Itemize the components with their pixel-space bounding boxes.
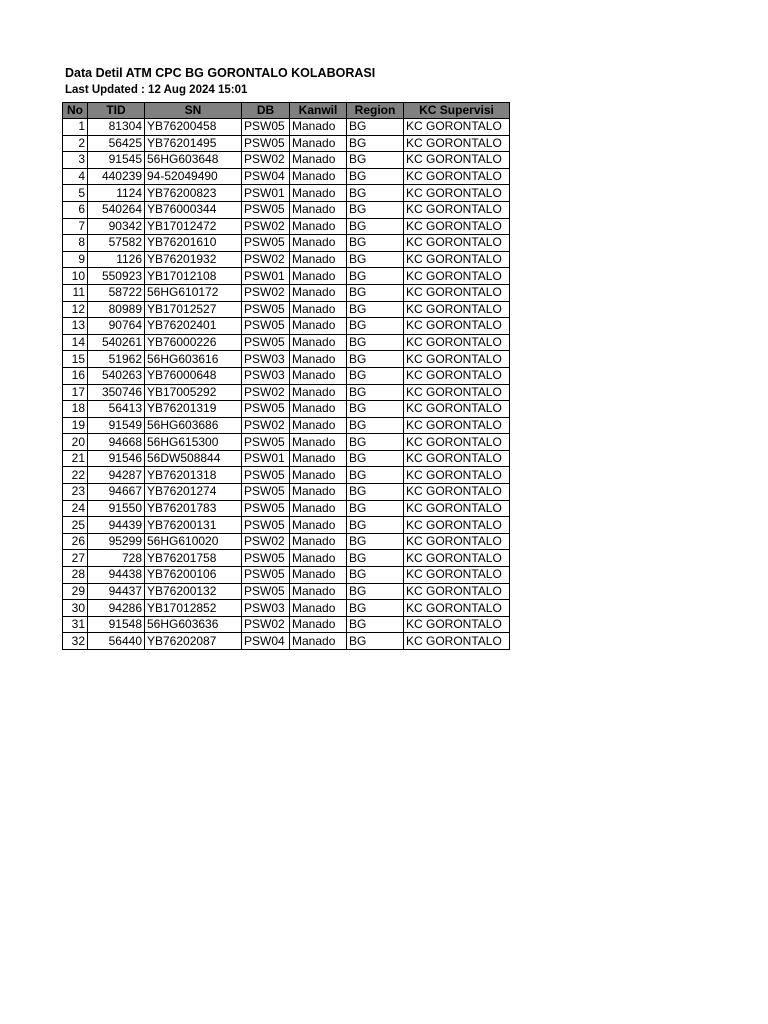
cell-kc-supervisi: KC GORONTALO [404, 467, 510, 484]
col-header-kc-supervisi: KC Supervisi [404, 103, 510, 119]
cell-no: 10 [63, 268, 88, 285]
table-row [63, 218, 510, 235]
cell-tid: 1126 [88, 251, 145, 268]
table-row [63, 583, 510, 600]
cell-region: BG [347, 235, 404, 252]
cell-region: BG [347, 201, 404, 218]
col-header-tid: TID [88, 103, 145, 119]
table-body [63, 119, 510, 650]
cell-region: BG [347, 633, 404, 650]
cell-region: BG [347, 500, 404, 517]
cell-sn: YB76201783 [145, 500, 242, 517]
cell-kc-supervisi: KC GORONTALO [404, 334, 510, 351]
cell-no: 13 [63, 318, 88, 335]
cell-sn: 94-52049490 [145, 168, 242, 185]
cell-tid: 91545 [88, 152, 145, 169]
table-row [63, 616, 510, 633]
cell-no: 11 [63, 284, 88, 301]
cell-db: PSW02 [242, 251, 290, 268]
cell-sn: YB17005292 [145, 384, 242, 401]
col-header-kanwil: Kanwil [290, 103, 347, 119]
cell-region: BG [347, 135, 404, 152]
cell-db: PSW05 [242, 467, 290, 484]
table-row [63, 334, 510, 351]
cell-region: BG [347, 550, 404, 567]
cell-kanwil: Manado [290, 318, 347, 335]
cell-no: 1 [63, 119, 88, 136]
cell-sn: YB76200458 [145, 119, 242, 136]
cell-tid: 94286 [88, 600, 145, 617]
cell-db: PSW05 [242, 434, 290, 451]
cell-no: 25 [63, 517, 88, 534]
cell-db: PSW02 [242, 284, 290, 301]
table-row [63, 484, 510, 501]
cell-kanwil: Manado [290, 301, 347, 318]
cell-sn: 56HG610020 [145, 533, 242, 550]
cell-kc-supervisi: KC GORONTALO [404, 567, 510, 584]
cell-db: PSW04 [242, 168, 290, 185]
cell-sn: 56HG603686 [145, 417, 242, 434]
last-updated-text: Last Updated : 12 Aug 2024 15:01 [65, 84, 248, 96]
table-row [63, 517, 510, 534]
table-row [63, 119, 510, 136]
cell-tid: 440239 [88, 168, 145, 185]
cell-kanwil: Manado [290, 583, 347, 600]
table-row [63, 600, 510, 617]
table-row [63, 284, 510, 301]
cell-region: BG [347, 450, 404, 467]
cell-region: BG [347, 417, 404, 434]
cell-sn: YB76202087 [145, 633, 242, 650]
cell-db: PSW05 [242, 500, 290, 517]
cell-kc-supervisi: KC GORONTALO [404, 616, 510, 633]
table-row [63, 301, 510, 318]
cell-tid: 91546 [88, 450, 145, 467]
cell-tid: 91550 [88, 500, 145, 517]
cell-kanwil: Manado [290, 517, 347, 534]
cell-no: 26 [63, 533, 88, 550]
cell-no: 4 [63, 168, 88, 185]
cell-no: 27 [63, 550, 88, 567]
cell-sn: YB76200131 [145, 517, 242, 534]
table-row [63, 417, 510, 434]
cell-tid: 91549 [88, 417, 145, 434]
cell-sn: YB17012527 [145, 301, 242, 318]
cell-tid: 94439 [88, 517, 145, 534]
cell-no: 18 [63, 401, 88, 418]
cell-region: BG [347, 185, 404, 202]
cell-no: 21 [63, 450, 88, 467]
cell-sn: YB76000648 [145, 367, 242, 384]
cell-region: BG [347, 351, 404, 368]
cell-kc-supervisi: KC GORONTALO [404, 135, 510, 152]
cell-tid: 540263 [88, 367, 145, 384]
cell-region: BG [347, 119, 404, 136]
cell-kanwil: Manado [290, 467, 347, 484]
cell-tid: 350746 [88, 384, 145, 401]
table-row [63, 633, 510, 650]
cell-region: BG [347, 218, 404, 235]
cell-sn: YB76201758 [145, 550, 242, 567]
cell-region: BG [347, 318, 404, 335]
cell-kc-supervisi: KC GORONTALO [404, 235, 510, 252]
table-row [63, 384, 510, 401]
cell-db: PSW05 [242, 318, 290, 335]
table-row [63, 434, 510, 451]
cell-sn: YB76201318 [145, 467, 242, 484]
table-row [63, 235, 510, 252]
table-row [63, 401, 510, 418]
cell-no: 3 [63, 152, 88, 169]
cell-kanwil: Manado [290, 268, 347, 285]
table-row [63, 318, 510, 335]
cell-tid: 94667 [88, 484, 145, 501]
cell-tid: 94438 [88, 567, 145, 584]
cell-sn: YB76200106 [145, 567, 242, 584]
cell-db: PSW03 [242, 367, 290, 384]
table-row [63, 152, 510, 169]
cell-db: PSW02 [242, 152, 290, 169]
cell-sn: YB76000344 [145, 201, 242, 218]
cell-db: PSW05 [242, 567, 290, 584]
cell-sn: 56HG603648 [145, 152, 242, 169]
cell-no: 24 [63, 500, 88, 517]
cell-no: 19 [63, 417, 88, 434]
cell-kanwil: Manado [290, 484, 347, 501]
table-header-row [63, 103, 510, 119]
cell-kanwil: Manado [290, 251, 347, 268]
cell-kc-supervisi: KC GORONTALO [404, 517, 510, 534]
cell-kanwil: Manado [290, 450, 347, 467]
cell-kc-supervisi: KC GORONTALO [404, 168, 510, 185]
cell-no: 2 [63, 135, 88, 152]
cell-kc-supervisi: KC GORONTALO [404, 583, 510, 600]
cell-tid: 51962 [88, 351, 145, 368]
cell-kc-supervisi: KC GORONTALO [404, 417, 510, 434]
cell-kc-supervisi: KC GORONTALO [404, 284, 510, 301]
cell-kc-supervisi: KC GORONTALO [404, 401, 510, 418]
cell-kanwil: Manado [290, 235, 347, 252]
table-row [63, 550, 510, 567]
cell-region: BG [347, 583, 404, 600]
cell-no: 23 [63, 484, 88, 501]
cell-no: 15 [63, 351, 88, 368]
cell-tid: 94287 [88, 467, 145, 484]
cell-db: PSW04 [242, 633, 290, 650]
cell-sn: YB17012472 [145, 218, 242, 235]
cell-kc-supervisi: KC GORONTALO [404, 600, 510, 617]
cell-tid: 56413 [88, 401, 145, 418]
cell-region: BG [347, 384, 404, 401]
cell-db: PSW03 [242, 600, 290, 617]
cell-region: BG [347, 301, 404, 318]
cell-tid: 94668 [88, 434, 145, 451]
cell-tid: 90764 [88, 318, 145, 335]
cell-db: PSW05 [242, 235, 290, 252]
cell-region: BG [347, 251, 404, 268]
cell-kc-supervisi: KC GORONTALO [404, 434, 510, 451]
cell-kc-supervisi: KC GORONTALO [404, 450, 510, 467]
cell-sn: YB76201495 [145, 135, 242, 152]
cell-kanwil: Manado [290, 351, 347, 368]
cell-db: PSW05 [242, 583, 290, 600]
cell-kc-supervisi: KC GORONTALO [404, 218, 510, 235]
cell-region: BG [347, 401, 404, 418]
cell-db: PSW05 [242, 334, 290, 351]
cell-sn: YB76201610 [145, 235, 242, 252]
cell-kanwil: Manado [290, 119, 347, 136]
cell-kanwil: Manado [290, 384, 347, 401]
cell-tid: 80989 [88, 301, 145, 318]
cell-sn: YB76000226 [145, 334, 242, 351]
table-row [63, 533, 510, 550]
cell-no: 5 [63, 185, 88, 202]
col-header-region: Region [347, 103, 404, 119]
cell-kc-supervisi: KC GORONTALO [404, 533, 510, 550]
cell-db: PSW02 [242, 417, 290, 434]
cell-kc-supervisi: KC GORONTALO [404, 185, 510, 202]
cell-tid: 94437 [88, 583, 145, 600]
cell-kanwil: Manado [290, 185, 347, 202]
table-row [63, 251, 510, 268]
cell-kanwil: Manado [290, 616, 347, 633]
cell-region: BG [347, 600, 404, 617]
table-row [63, 351, 510, 368]
cell-db: PSW05 [242, 550, 290, 567]
cell-region: BG [347, 567, 404, 584]
cell-tid: 1124 [88, 185, 145, 202]
table-row [63, 467, 510, 484]
cell-kc-supervisi: KC GORONTALO [404, 268, 510, 285]
cell-tid: 540264 [88, 201, 145, 218]
cell-db: PSW05 [242, 484, 290, 501]
col-header-db: DB [242, 103, 290, 119]
cell-kanwil: Manado [290, 218, 347, 235]
cell-db: PSW05 [242, 401, 290, 418]
cell-no: 7 [63, 218, 88, 235]
cell-kanwil: Manado [290, 434, 347, 451]
cell-region: BG [347, 484, 404, 501]
cell-kc-supervisi: KC GORONTALO [404, 484, 510, 501]
cell-region: BG [347, 533, 404, 550]
cell-region: BG [347, 467, 404, 484]
cell-db: PSW05 [242, 135, 290, 152]
cell-region: BG [347, 152, 404, 169]
cell-db: PSW02 [242, 218, 290, 235]
cell-kc-supervisi: KC GORONTALO [404, 500, 510, 517]
cell-region: BG [347, 517, 404, 534]
cell-no: 12 [63, 301, 88, 318]
cell-tid: 550923 [88, 268, 145, 285]
cell-sn: YB17012852 [145, 600, 242, 617]
cell-region: BG [347, 168, 404, 185]
cell-kanwil: Manado [290, 533, 347, 550]
cell-region: BG [347, 284, 404, 301]
table-row [63, 567, 510, 584]
cell-no: 6 [63, 201, 88, 218]
cell-kanwil: Manado [290, 334, 347, 351]
cell-tid: 728 [88, 550, 145, 567]
cell-tid: 95299 [88, 533, 145, 550]
document-title: Data Detil ATM CPC BG GORONTALO KOLABORASI [65, 66, 376, 80]
cell-sn: 56HG603616 [145, 351, 242, 368]
cell-no: 29 [63, 583, 88, 600]
cell-kanwil: Manado [290, 135, 347, 152]
cell-kanwil: Manado [290, 567, 347, 584]
cell-kanwil: Manado [290, 550, 347, 567]
cell-kc-supervisi: KC GORONTALO [404, 251, 510, 268]
cell-no: 14 [63, 334, 88, 351]
cell-db: PSW03 [242, 351, 290, 368]
cell-db: PSW01 [242, 268, 290, 285]
cell-tid: 56425 [88, 135, 145, 152]
cell-region: BG [347, 367, 404, 384]
cell-kanwil: Manado [290, 417, 347, 434]
cell-no: 31 [63, 616, 88, 633]
cell-db: PSW05 [242, 517, 290, 534]
cell-tid: 540261 [88, 334, 145, 351]
cell-no: 30 [63, 600, 88, 617]
cell-kc-supervisi: KC GORONTALO [404, 351, 510, 368]
atm-data-table [62, 102, 510, 650]
cell-db: PSW01 [242, 450, 290, 467]
cell-kanwil: Manado [290, 500, 347, 517]
cell-sn: YB76202401 [145, 318, 242, 335]
cell-db: PSW02 [242, 616, 290, 633]
cell-db: PSW05 [242, 119, 290, 136]
cell-tid: 57582 [88, 235, 145, 252]
cell-kc-supervisi: KC GORONTALO [404, 201, 510, 218]
cell-kanwil: Manado [290, 600, 347, 617]
cell-sn: YB76200823 [145, 185, 242, 202]
cell-kc-supervisi: KC GORONTALO [404, 301, 510, 318]
cell-no: 32 [63, 633, 88, 650]
table-row [63, 500, 510, 517]
cell-sn: YB76201274 [145, 484, 242, 501]
cell-region: BG [347, 616, 404, 633]
cell-no: 9 [63, 251, 88, 268]
cell-sn: 56HG610172 [145, 284, 242, 301]
cell-tid: 56440 [88, 633, 145, 650]
table-row [63, 168, 510, 185]
cell-kanwil: Manado [290, 168, 347, 185]
cell-sn: YB17012108 [145, 268, 242, 285]
cell-db: PSW02 [242, 384, 290, 401]
table-row [63, 201, 510, 218]
cell-kanwil: Manado [290, 401, 347, 418]
cell-kc-supervisi: KC GORONTALO [404, 367, 510, 384]
cell-sn: YB76200132 [145, 583, 242, 600]
cell-kanwil: Manado [290, 201, 347, 218]
cell-sn: 56HG615300 [145, 434, 242, 451]
cell-region: BG [347, 268, 404, 285]
cell-kanwil: Manado [290, 284, 347, 301]
cell-kanwil: Manado [290, 367, 347, 384]
cell-no: 17 [63, 384, 88, 401]
cell-region: BG [347, 334, 404, 351]
cell-tid: 58722 [88, 284, 145, 301]
cell-no: 16 [63, 367, 88, 384]
cell-no: 20 [63, 434, 88, 451]
cell-tid: 91548 [88, 616, 145, 633]
cell-tid: 90342 [88, 218, 145, 235]
cell-kc-supervisi: KC GORONTALO [404, 384, 510, 401]
cell-db: PSW02 [242, 533, 290, 550]
cell-db: PSW05 [242, 201, 290, 218]
cell-no: 28 [63, 567, 88, 584]
table-row [63, 135, 510, 152]
cell-sn: YB76201932 [145, 251, 242, 268]
cell-db: PSW01 [242, 185, 290, 202]
cell-no: 8 [63, 235, 88, 252]
cell-no: 22 [63, 467, 88, 484]
cell-db: PSW05 [242, 301, 290, 318]
cell-sn: YB76201319 [145, 401, 242, 418]
cell-kanwil: Manado [290, 152, 347, 169]
table-row [63, 450, 510, 467]
table-row [63, 268, 510, 285]
col-header-sn: SN [145, 103, 242, 119]
cell-sn: 56DW508844 [145, 450, 242, 467]
cell-tid: 81304 [88, 119, 145, 136]
cell-kc-supervisi: KC GORONTALO [404, 633, 510, 650]
cell-region: BG [347, 434, 404, 451]
table-row [63, 367, 510, 384]
cell-kanwil: Manado [290, 633, 347, 650]
col-header-no: No [63, 103, 88, 119]
cell-kc-supervisi: KC GORONTALO [404, 318, 510, 335]
cell-kc-supervisi: KC GORONTALO [404, 550, 510, 567]
table-row [63, 185, 510, 202]
cell-sn: 56HG603636 [145, 616, 242, 633]
cell-kc-supervisi: KC GORONTALO [404, 119, 510, 136]
cell-kc-supervisi: KC GORONTALO [404, 152, 510, 169]
